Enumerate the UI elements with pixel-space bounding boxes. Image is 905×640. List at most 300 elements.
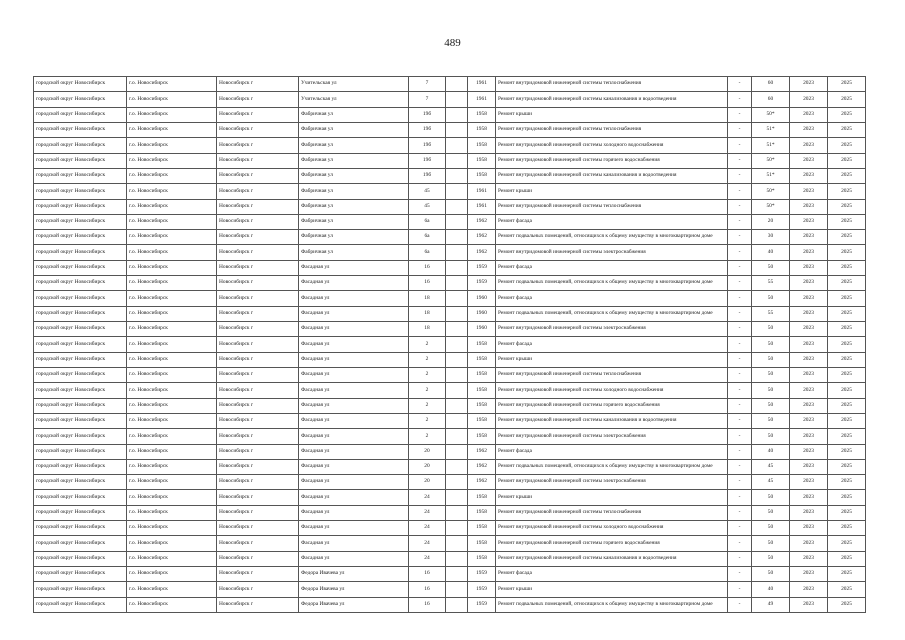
- cell-street: Фасадная ул: [299, 490, 409, 505]
- cell-street: Фабричная ул: [299, 153, 409, 168]
- cell-building: [446, 444, 468, 459]
- cell-municipality: городской округ Новосибирск: [34, 92, 127, 107]
- cell-house: 45: [409, 184, 446, 199]
- cell-municipality: городской округ Новосибирск: [34, 168, 127, 183]
- cell-street: Фасадная ул: [299, 383, 409, 398]
- cell-value: 51*: [752, 168, 790, 183]
- cell-year: 1962: [468, 475, 496, 490]
- table-row: [34, 92, 866, 107]
- cell-locality: Новосибирск г: [217, 230, 299, 245]
- cell-locality: Новосибирск г: [217, 444, 299, 459]
- cell-year: 1959: [468, 567, 496, 582]
- cell-work-type: Ремонт внутридомовой инженерной системы горячего водоснабжения: [496, 536, 728, 551]
- cell-municipality: городской округ Новосибирск: [34, 413, 127, 428]
- cell-street: Фасадная ул: [299, 505, 409, 520]
- cell-year-from: 2023: [790, 429, 828, 444]
- cell-year-to: 2025: [828, 567, 866, 582]
- cell-dash: -: [728, 352, 752, 367]
- cell-work-type: Ремонт внутридомовой инженерной системы канализования и водоотведения: [496, 168, 728, 183]
- cell-house: 18: [409, 291, 446, 306]
- cell-work-type: Ремонт внутридомовой инженерной системы холодного водоснабжения: [496, 521, 728, 536]
- cell-street: Учительская ул: [299, 77, 409, 92]
- cell-street: Учительская ул: [299, 92, 409, 107]
- cell-work-type: Ремонт внутридомовой инженерной системы электроснабжения: [496, 429, 728, 444]
- cell-year-from: 2023: [790, 536, 828, 551]
- cell-value: 40: [752, 245, 790, 260]
- cell-year-to: 2025: [828, 475, 866, 490]
- cell-municipality: городской округ Новосибирск: [34, 352, 127, 367]
- cell-value: 40: [752, 582, 790, 597]
- cell-value: 49: [752, 597, 790, 612]
- cell-district: г.о. Новосибирск: [127, 230, 217, 245]
- table-row: [34, 429, 866, 444]
- cell-street: Фасадная ул: [299, 322, 409, 337]
- cell-year: 1962: [468, 230, 496, 245]
- cell-value: 45: [752, 459, 790, 474]
- cell-municipality: городской округ Новосибирск: [34, 77, 127, 92]
- cell-municipality: городской округ Новосибирск: [34, 153, 127, 168]
- cell-dash: -: [728, 306, 752, 321]
- cell-dash: -: [728, 122, 752, 137]
- cell-municipality: городской округ Новосибирск: [34, 398, 127, 413]
- cell-municipality: городской округ Новосибирск: [34, 444, 127, 459]
- table-row: [34, 245, 866, 260]
- cell-locality: Новосибирск г: [217, 184, 299, 199]
- cell-value: 50: [752, 567, 790, 582]
- cell-work-type: Ремонт фасада: [496, 337, 728, 352]
- cell-building: [446, 337, 468, 352]
- cell-value: 50*: [752, 184, 790, 199]
- cell-year-from: 2023: [790, 291, 828, 306]
- table-row: [34, 367, 866, 382]
- cell-work-type: Ремонт внутридомовой инженерной системы канализования и водоотведения: [496, 551, 728, 566]
- cell-work-type: Ремонт крыши: [496, 490, 728, 505]
- cell-value: 55: [752, 276, 790, 291]
- cell-year-from: 2023: [790, 490, 828, 505]
- cell-locality: Новосибирск г: [217, 597, 299, 612]
- cell-building: [446, 475, 468, 490]
- cell-work-type: Ремонт внутридомовой инженерной системы электроснабжения: [496, 475, 728, 490]
- cell-year-from: 2023: [790, 92, 828, 107]
- cell-district: г.о. Новосибирск: [127, 322, 217, 337]
- table-row: [34, 138, 866, 153]
- cell-year-to: 2025: [828, 214, 866, 229]
- cell-municipality: городской округ Новосибирск: [34, 276, 127, 291]
- cell-locality: Новосибирск г: [217, 352, 299, 367]
- cell-house: 20: [409, 475, 446, 490]
- cell-value: 50: [752, 383, 790, 398]
- cell-locality: Новосибирск г: [217, 291, 299, 306]
- table-row: [34, 444, 866, 459]
- cell-work-type: Ремонт внутридомовой инженерной системы горячего водоснабжения: [496, 398, 728, 413]
- cell-house: 19б: [409, 107, 446, 122]
- cell-building: [446, 582, 468, 597]
- cell-value: 55: [752, 306, 790, 321]
- cell-value: 50: [752, 551, 790, 566]
- table-row: [34, 107, 866, 122]
- cell-year-to: 2025: [828, 490, 866, 505]
- cell-building: [446, 551, 468, 566]
- cell-building: [446, 398, 468, 413]
- cell-building: [446, 352, 468, 367]
- cell-year-to: 2025: [828, 429, 866, 444]
- cell-year: 1962: [468, 459, 496, 474]
- cell-year-from: 2023: [790, 582, 828, 597]
- cell-work-type: Ремонт крыши: [496, 582, 728, 597]
- cell-value: 50: [752, 322, 790, 337]
- cell-house: 16: [409, 567, 446, 582]
- cell-dash: -: [728, 168, 752, 183]
- cell-work-type: Ремонт фасада: [496, 567, 728, 582]
- cell-street: Фабричная ул: [299, 214, 409, 229]
- cell-work-type: Ремонт внутридомовой инженерной системы теплоснабжения: [496, 367, 728, 382]
- cell-locality: Новосибирск г: [217, 582, 299, 597]
- table-row: [34, 337, 866, 352]
- cell-dash: -: [728, 107, 752, 122]
- cell-year: 1959: [468, 597, 496, 612]
- cell-dash: -: [728, 551, 752, 566]
- cell-year-from: 2023: [790, 199, 828, 214]
- cell-district: г.о. Новосибирск: [127, 214, 217, 229]
- cell-house: 20: [409, 444, 446, 459]
- cell-year-to: 2025: [828, 291, 866, 306]
- cell-street: Фасадная ул: [299, 444, 409, 459]
- cell-work-type: Ремонт подвальных помещений, относящихся к общему имуществу в многоквартирном доме: [496, 459, 728, 474]
- cell-street: Фасадная ул: [299, 291, 409, 306]
- cell-building: [446, 597, 468, 612]
- cell-year-to: 2025: [828, 199, 866, 214]
- cell-value: 50: [752, 291, 790, 306]
- cell-dash: -: [728, 245, 752, 260]
- cell-year-to: 2025: [828, 322, 866, 337]
- cell-dash: -: [728, 597, 752, 612]
- cell-street: Фабричная ул: [299, 230, 409, 245]
- cell-value: 50: [752, 352, 790, 367]
- cell-dash: -: [728, 214, 752, 229]
- cell-year-to: 2025: [828, 367, 866, 382]
- cell-year-to: 2025: [828, 597, 866, 612]
- cell-district: г.о. Новосибирск: [127, 77, 217, 92]
- cell-street: Федора Ивачева ул: [299, 597, 409, 612]
- table-row: [34, 521, 866, 536]
- cell-year-from: 2023: [790, 597, 828, 612]
- cell-street: Фасадная ул: [299, 306, 409, 321]
- cell-year-from: 2023: [790, 398, 828, 413]
- cell-work-type: Ремонт внутридомовой инженерной системы холодного водоснабжения: [496, 138, 728, 153]
- cell-year: 1961: [468, 92, 496, 107]
- cell-house: 6а: [409, 245, 446, 260]
- cell-year: 1958: [468, 505, 496, 520]
- cell-year-to: 2025: [828, 107, 866, 122]
- cell-house: 16: [409, 597, 446, 612]
- cell-municipality: городской округ Новосибирск: [34, 184, 127, 199]
- table-body: [34, 77, 866, 613]
- cell-value: 50*: [752, 153, 790, 168]
- cell-year-from: 2023: [790, 214, 828, 229]
- cell-locality: Новосибирск г: [217, 536, 299, 551]
- cell-municipality: городской округ Новосибирск: [34, 260, 127, 275]
- cell-year-to: 2025: [828, 536, 866, 551]
- cell-locality: Новосибирск г: [217, 92, 299, 107]
- cell-district: г.о. Новосибирск: [127, 597, 217, 612]
- cell-house: 16: [409, 260, 446, 275]
- cell-dash: -: [728, 153, 752, 168]
- cell-work-type: Ремонт подвальных помещений, относящихся к общему имуществу в многоквартирном доме: [496, 276, 728, 291]
- cell-locality: Новосибирск г: [217, 260, 299, 275]
- cell-house: 24: [409, 521, 446, 536]
- cell-year-from: 2023: [790, 459, 828, 474]
- cell-year-from: 2023: [790, 475, 828, 490]
- cell-locality: Новосибирск г: [217, 567, 299, 582]
- cell-year-from: 2023: [790, 337, 828, 352]
- table-row: [34, 184, 866, 199]
- cell-district: г.о. Новосибирск: [127, 92, 217, 107]
- table-row: [34, 199, 866, 214]
- cell-work-type: Ремонт внутридомовой инженерной системы электроснабжения: [496, 245, 728, 260]
- cell-municipality: городской округ Новосибирск: [34, 138, 127, 153]
- cell-locality: Новосибирск г: [217, 429, 299, 444]
- cell-district: г.о. Новосибирск: [127, 138, 217, 153]
- table-row: [34, 582, 866, 597]
- cell-house: 24: [409, 536, 446, 551]
- cell-year-to: 2025: [828, 260, 866, 275]
- cell-municipality: городской округ Новосибирск: [34, 582, 127, 597]
- cell-locality: Новосибирск г: [217, 413, 299, 428]
- cell-district: г.о. Новосибирск: [127, 582, 217, 597]
- cell-house: 19б: [409, 138, 446, 153]
- cell-year-from: 2023: [790, 260, 828, 275]
- cell-year: 1958: [468, 352, 496, 367]
- cell-year-to: 2025: [828, 383, 866, 398]
- cell-district: г.о. Новосибирск: [127, 398, 217, 413]
- cell-work-type: Ремонт внутридомовой инженерной системы канализования и водоотведения: [496, 413, 728, 428]
- cell-work-type: Ремонт внутридомовой инженерной системы холодного водоснабжения: [496, 383, 728, 398]
- cell-dash: -: [728, 536, 752, 551]
- table-row: [34, 413, 866, 428]
- cell-dash: -: [728, 505, 752, 520]
- cell-year-to: 2025: [828, 276, 866, 291]
- cell-municipality: городской округ Новосибирск: [34, 122, 127, 137]
- cell-building: [446, 306, 468, 321]
- cell-district: г.о. Новосибирск: [127, 383, 217, 398]
- cell-municipality: городской округ Новосибирск: [34, 459, 127, 474]
- cell-house: 24: [409, 490, 446, 505]
- cell-district: г.о. Новосибирск: [127, 168, 217, 183]
- cell-municipality: городской округ Новосибирск: [34, 475, 127, 490]
- cell-dash: -: [728, 444, 752, 459]
- cell-dash: -: [728, 276, 752, 291]
- cell-year: 1960: [468, 322, 496, 337]
- cell-municipality: городской округ Новосибирск: [34, 107, 127, 122]
- cell-year: 1959: [468, 276, 496, 291]
- cell-building: [446, 536, 468, 551]
- cell-year-to: 2025: [828, 153, 866, 168]
- cell-building: [446, 168, 468, 183]
- cell-year-from: 2023: [790, 184, 828, 199]
- cell-work-type: Ремонт подвальных помещений, относящихся к общему имуществу в многоквартирном доме: [496, 230, 728, 245]
- cell-dash: -: [728, 521, 752, 536]
- cell-district: г.о. Новосибирск: [127, 505, 217, 520]
- cell-value: 30: [752, 230, 790, 245]
- cell-house: 6а: [409, 230, 446, 245]
- cell-municipality: городской округ Новосибирск: [34, 306, 127, 321]
- cell-municipality: городской округ Новосибирск: [34, 536, 127, 551]
- cell-year-to: 2025: [828, 521, 866, 536]
- table-row: [34, 536, 866, 551]
- cell-locality: Новосибирск г: [217, 383, 299, 398]
- table-row: [34, 168, 866, 183]
- cell-dash: -: [728, 429, 752, 444]
- cell-dash: -: [728, 582, 752, 597]
- cell-year-from: 2023: [790, 230, 828, 245]
- cell-year-from: 2023: [790, 322, 828, 337]
- cell-street: Фабричная ул: [299, 199, 409, 214]
- cell-dash: -: [728, 413, 752, 428]
- table-row: [34, 352, 866, 367]
- cell-work-type: Ремонт подвальных помещений, относящихся к общему имуществу в многоквартирном доме: [496, 597, 728, 612]
- cell-year: 1962: [468, 444, 496, 459]
- cell-building: [446, 291, 468, 306]
- cell-dash: -: [728, 77, 752, 92]
- cell-district: г.о. Новосибирск: [127, 536, 217, 551]
- cell-municipality: городской округ Новосибирск: [34, 490, 127, 505]
- cell-building: [446, 260, 468, 275]
- cell-locality: Новосибирск г: [217, 138, 299, 153]
- cell-dash: -: [728, 337, 752, 352]
- cell-street: Фабричная ул: [299, 168, 409, 183]
- cell-dash: -: [728, 490, 752, 505]
- cell-year-to: 2025: [828, 398, 866, 413]
- cell-house: 7: [409, 92, 446, 107]
- cell-building: [446, 322, 468, 337]
- cell-street: Фабричная ул: [299, 184, 409, 199]
- cell-year: 1960: [468, 306, 496, 321]
- cell-district: г.о. Новосибирск: [127, 306, 217, 321]
- cell-district: г.о. Новосибирск: [127, 367, 217, 382]
- cell-value: 50*: [752, 199, 790, 214]
- cell-dash: -: [728, 475, 752, 490]
- cell-year-to: 2025: [828, 122, 866, 137]
- cell-year-to: 2025: [828, 337, 866, 352]
- cell-dash: -: [728, 184, 752, 199]
- cell-municipality: городской округ Новосибирск: [34, 505, 127, 520]
- cell-value: 50: [752, 337, 790, 352]
- cell-year: 1958: [468, 551, 496, 566]
- cell-work-type: Ремонт внутридомовой инженерной системы теплоснабжения: [496, 122, 728, 137]
- cell-locality: Новосибирск г: [217, 107, 299, 122]
- cell-year-from: 2023: [790, 306, 828, 321]
- cell-year-from: 2023: [790, 383, 828, 398]
- cell-year: 1958: [468, 536, 496, 551]
- cell-street: Фасадная ул: [299, 367, 409, 382]
- cell-street: Фабричная ул: [299, 122, 409, 137]
- cell-house: 19б: [409, 153, 446, 168]
- cell-house: 19б: [409, 168, 446, 183]
- cell-dash: -: [728, 567, 752, 582]
- cell-year-to: 2025: [828, 551, 866, 566]
- cell-year: 1958: [468, 122, 496, 137]
- table-row: [34, 490, 866, 505]
- cell-year-to: 2025: [828, 352, 866, 367]
- cell-district: г.о. Новосибирск: [127, 107, 217, 122]
- cell-house: 2: [409, 398, 446, 413]
- cell-work-type: Ремонт внутридомовой инженерной системы теплоснабжения: [496, 77, 728, 92]
- cell-value: 50*: [752, 107, 790, 122]
- cell-work-type: Ремонт внутридомовой инженерной системы теплоснабжения: [496, 199, 728, 214]
- cell-locality: Новосибирск г: [217, 459, 299, 474]
- cell-district: г.о. Новосибирск: [127, 199, 217, 214]
- cell-locality: Новосибирск г: [217, 77, 299, 92]
- cell-year: 1958: [468, 521, 496, 536]
- cell-district: г.о. Новосибирск: [127, 260, 217, 275]
- cell-house: 45: [409, 199, 446, 214]
- cell-year-to: 2025: [828, 413, 866, 428]
- cell-locality: Новосибирск г: [217, 322, 299, 337]
- cell-year-from: 2023: [790, 122, 828, 137]
- table-row: [34, 505, 866, 520]
- cell-year-to: 2025: [828, 582, 866, 597]
- cell-year-to: 2025: [828, 168, 866, 183]
- cell-year-to: 2025: [828, 444, 866, 459]
- cell-locality: Новосибирск г: [217, 122, 299, 137]
- cell-municipality: городской округ Новосибирск: [34, 383, 127, 398]
- cell-district: г.о. Новосибирск: [127, 475, 217, 490]
- cell-work-type: Ремонт фасада: [496, 291, 728, 306]
- cell-value: 51*: [752, 122, 790, 137]
- cell-year: 1958: [468, 107, 496, 122]
- cell-house: 2: [409, 337, 446, 352]
- cell-house: 6а: [409, 214, 446, 229]
- cell-year-from: 2023: [790, 153, 828, 168]
- cell-municipality: городской округ Новосибирск: [34, 567, 127, 582]
- cell-locality: Новосибирск г: [217, 490, 299, 505]
- cell-building: [446, 505, 468, 520]
- cell-year: 1959: [468, 582, 496, 597]
- cell-municipality: городской округ Новосибирск: [34, 199, 127, 214]
- cell-building: [446, 138, 468, 153]
- cell-value: 60: [752, 92, 790, 107]
- cell-locality: Новосибирск г: [217, 276, 299, 291]
- cell-street: Федора Ивачева ул: [299, 582, 409, 597]
- cell-locality: Новосибирск г: [217, 168, 299, 183]
- cell-house: 16: [409, 276, 446, 291]
- cell-street: Фасадная ул: [299, 413, 409, 428]
- cell-dash: -: [728, 383, 752, 398]
- cell-district: г.о. Новосибирск: [127, 490, 217, 505]
- table-row: [34, 567, 866, 582]
- cell-district: г.о. Новосибирск: [127, 521, 217, 536]
- table-row: [34, 597, 866, 612]
- cell-year: 1962: [468, 214, 496, 229]
- table-row: [34, 398, 866, 413]
- cell-district: г.о. Новосибирск: [127, 184, 217, 199]
- cell-year: 1958: [468, 153, 496, 168]
- cell-municipality: городской округ Новосибирск: [34, 367, 127, 382]
- cell-building: [446, 413, 468, 428]
- cell-dash: -: [728, 291, 752, 306]
- cell-year-from: 2023: [790, 521, 828, 536]
- cell-year-to: 2025: [828, 245, 866, 260]
- cell-street: Фабричная ул: [299, 245, 409, 260]
- cell-building: [446, 92, 468, 107]
- cell-building: [446, 367, 468, 382]
- cell-year-from: 2023: [790, 567, 828, 582]
- cell-municipality: городской округ Новосибирск: [34, 214, 127, 229]
- cell-locality: Новосибирск г: [217, 398, 299, 413]
- cell-year: 1958: [468, 490, 496, 505]
- cell-house: 20: [409, 459, 446, 474]
- cell-municipality: городской округ Новосибирск: [34, 322, 127, 337]
